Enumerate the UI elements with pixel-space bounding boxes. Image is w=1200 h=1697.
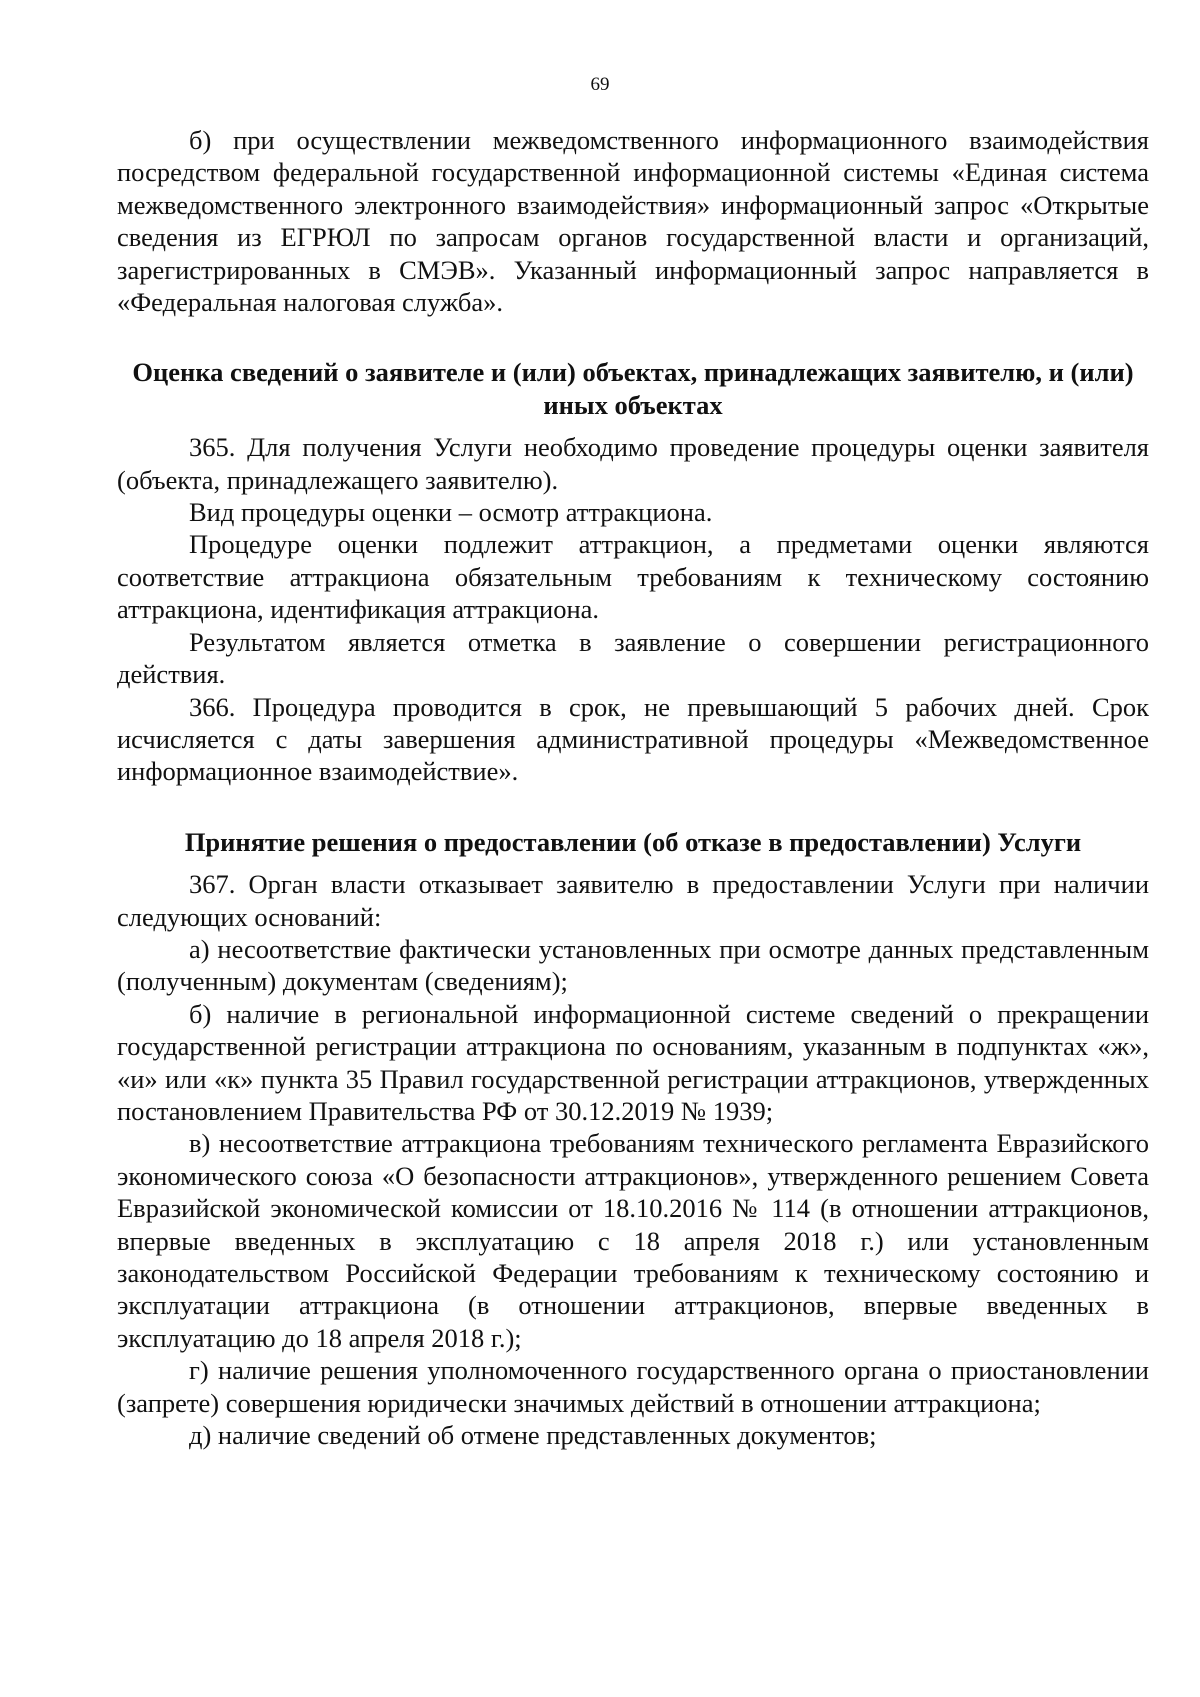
paragraph-367: 367. Орган власти отказывает заявителю в предоставлении Услуги при наличии следующих оснований: <box>117 869 1149 932</box>
page-number: 69 <box>590 74 610 95</box>
paragraph-365: 365. Для получения Услуги необходимо проведение процедуры оценки заявителя (объекта, принадлежащего заявителю). <box>117 432 1149 495</box>
paragraph-ground-b: б) наличие в региональной информационной системе сведений о прекращении государственной регистрации аттракциона по основаниям, указанным в подпунктах «ж», «и» или «к» пункта 35 Правил государственной регистрации аттракционов, утвержденных постановлением Правительства РФ от 30.12.2019 № 1939; <box>117 998 1149 1126</box>
paragraph-assessment-subject: Процедуре оценки подлежит аттракцион, а предметами оценки являются соответствие аттракциона обязательным требованиям к техническому состоянию аттракциона, идентификация аттракциона. <box>117 529 1149 625</box>
section-heading-decision: Принятие решения о предоставлении (об отказе в предоставлении) Услуги <box>184 826 1082 857</box>
paragraph-assessment-result: Результатом является отметка в заявление о совершении регистрационного действия. <box>117 626 1149 690</box>
document-body <box>117 124 1149 1451</box>
paragraph-ground-a: а) несоответствие фактически установленных при осмотре данных представленным (полученным) документам (сведениям); <box>117 933 1149 997</box>
paragraph-ground-g: г) наличие решения уполномоченного государственного органа о приостановлении (запрете) совершения юридически значимых действий в отношении аттракциона; <box>117 1355 1149 1418</box>
paragraph-intro-b: б) при осуществлении межведомственного информационного взаимодействия посредством федеральной государственной информационной системы «Единая система межведомственного электронного взаимодействия» информационный запрос «Открытые сведения из ЕГРЮЛ по запросам органов государственной власти и организаций, зарегистрированных в СМЭВ». Указанный информационный запрос направляется в «Федеральная налоговая служба». <box>117 125 1149 318</box>
section-heading-assessment: Оценка сведений о заявителе и (или) объектах, принадлежащих заявителю, и (или) иных объектах <box>132 357 1134 420</box>
paragraph-ground-d: д) наличие сведений об отмене представленных документов; <box>189 1420 877 1451</box>
paragraph-assessment-type: Вид процедуры оценки – осмотр аттракциона. <box>189 497 713 528</box>
paragraph-366: 366. Процедура проводится в срок, не превышающий 5 рабочих дней. Срок исчисляется с даты завершения административной процедуры «Межведомственное информационное взаимодействие». <box>117 691 1149 787</box>
paragraph-ground-v: в) несоответствие аттракциона требованиям технического регламента Евразийского экономического союза «О безопасности аттракционов», утвержденного решением Совета Евразийской экономической комиссии от 18.10.2016 № 114 (в отношении аттракционов, впервые введенных в эксплуатацию с 18 апреля 2018 г.) или установленным законодательством Российской Федерации требованиям к техническому состоянию и эксплуатации аттракциона (в отношении аттракционов, впервые введенных в эксплуатацию до 18 апреля 2018 г.); <box>117 1128 1149 1353</box>
